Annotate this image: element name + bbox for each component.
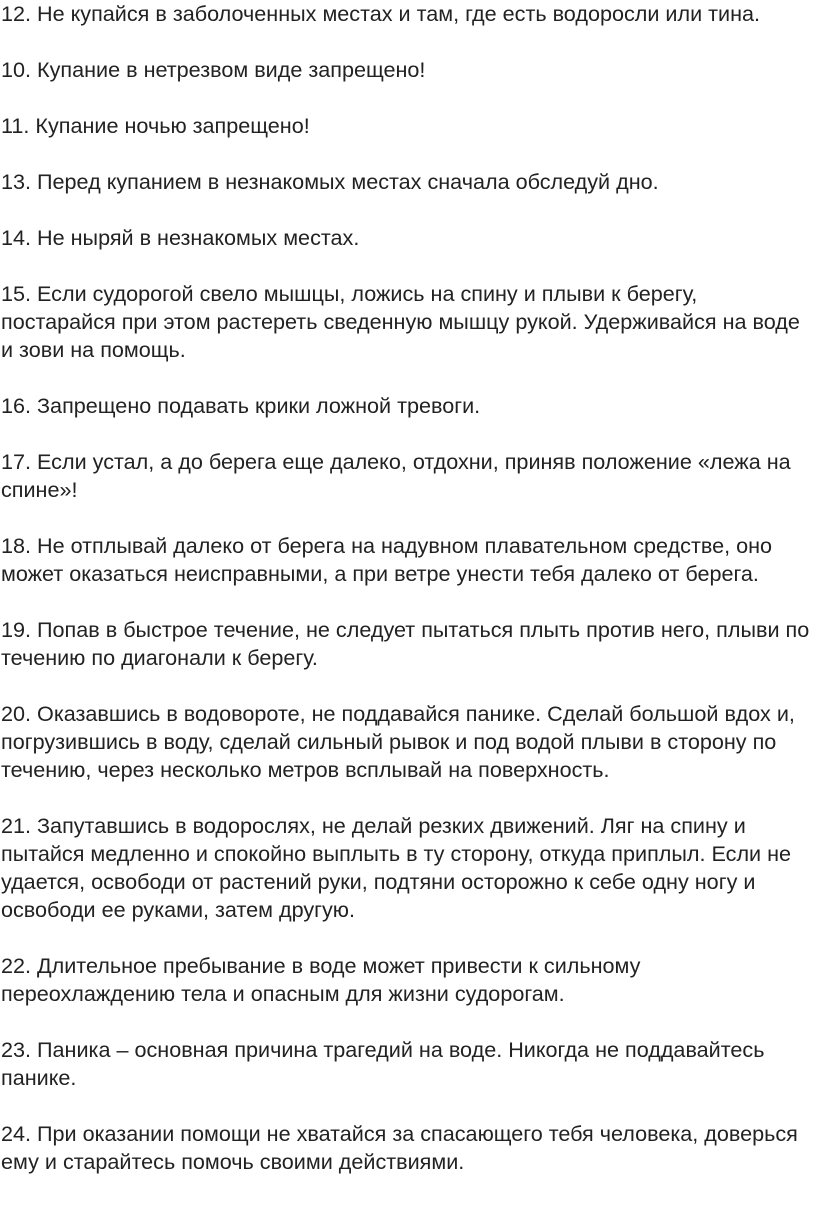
rule-item-20: 20. Оказавшись в водовороте, не поддавайся панике. Сделай большой вдох и, погрузившись в воду, сделай сильный рывок и под водой плыви в сторону по течению, через несколько метров всплывай на поверхность. [1, 701, 795, 782]
rule-item-16: 16. Запрещено подавать крики ложной тревоги. [1, 393, 481, 418]
rule-item-19: 19. Попав в быстрое течение, не следует пытаться плыть против него, плыви по течению по диагонали к берегу. [1, 617, 810, 670]
rule-item-22: 22. Длительное пребывание в воде может привести к сильному переохлаждению тела и опасным для жизни судорогам. [1, 953, 641, 1006]
rule-item-12: 12. Не купайся в заболоченных местах и там, где есть водоросли или тина. [1, 1, 761, 26]
rule-item-23: 23. Паника – основная причина трагедий на воде. Никогда не поддавайтесь панике. [1, 1037, 765, 1090]
rule-item-10: 10. Купание в нетрезвом виде запрещено! [1, 57, 426, 82]
rule-item-13: 13. Перед купанием в незнакомых местах сначала обследуй дно. [1, 169, 659, 194]
rule-item-17: 17. Если устал, а до берега еще далеко, отдохни, приняв положение «лежа на спине»! [1, 449, 791, 502]
rule-item-21: 21. Запутавшись в водорослях, не делай резких движений. Ляг на спину и пытайся медленно и спокойно выплыть в ту сторону, откуда приплыл. Если не удается, освободи от растений руки, подтяни осторожно к себе одну ногу и освободи ее руками, затем другую. [1, 813, 792, 922]
rule-item-11: 11. Купание ночью запрещено! [1, 113, 310, 138]
rule-item-14: 14. Не ныряй в незнакомых местах. [1, 225, 360, 250]
rule-item-18: 18. Не отплывай далеко от берега на надувном плавательном средстве, оно может оказаться неисправными, а при ветре унести тебя далеко от берега. [1, 533, 773, 586]
rule-item-24: 24. При оказании помощи не хватайся за спасающего тебя человека, доверься ему и старайтесь помочь своими действиями. [1, 1121, 798, 1174]
rule-item-15: 15. Если судорогой свело мышцы, ложись на спину и плыви к берегу, постарайся при этом растереть сведенную мышцу рукой. Удерживайся на воде и зови на помощь. [1, 281, 800, 362]
